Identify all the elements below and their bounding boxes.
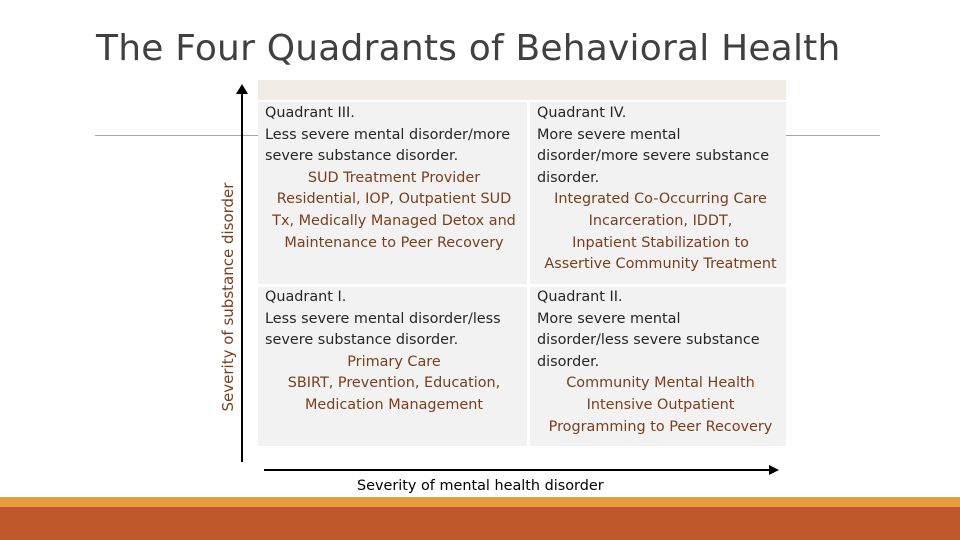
quadrant-3-detail-line: Maintenance to Peer Recovery [284,234,504,251]
quadrant-3-desc-line: Less severe mental disorder/more [265,126,511,143]
quadrant-4-desc-line: More severe mental [537,126,681,143]
quadrant-4-detail-line: Incarceration, IDDT, [588,212,733,229]
x-axis-label: Severity of mental health disorder [357,478,604,494]
quadrant-3-detail-line: Tx, Medically Managed Detox and [272,212,516,229]
quadrant-1-desc-line: severe substance disorder. [265,332,459,349]
quadrant-grid [258,80,786,446]
quadrant-3-desc-line: severe substance disorder. [265,148,459,165]
quadrant-4-desc-line: disorder/more severe substance [537,148,770,165]
footer-band [0,507,960,540]
quadrant-2-desc-line: More severe mental [537,310,681,327]
quadrant-1 [265,287,523,417]
quadrant-3-heading: Quadrant III. [265,105,355,121]
grid-top-band [258,80,786,102]
quadrant-1-detail-line: Medication Management [304,396,484,413]
quadrant-1-desc-line: Less severe mental disorder/less [265,310,501,327]
quadrant-2-detail-line: Programming to Peer Recovery [548,418,773,435]
y-axis-line [241,92,243,462]
quadrant-4-desc-line: disorder. [537,169,600,186]
quadrant-2-desc-line: disorder. [537,353,600,370]
quadrant-2-detail-line: Community Mental Health [566,375,755,392]
quadrant-3-detail-line: Residential, IOP, Outpatient SUD [276,191,512,208]
quadrant-2-heading: Quadrant II. [537,289,623,305]
slide-title: The Four Quadrants of Behavioral Health [96,28,841,69]
quadrant-1-detail-line: SBIRT, Prevention, Education, [287,375,501,392]
quadrant-2-detail-line: Intensive Outpatient [586,396,735,413]
grid-vertical-separator [527,102,530,446]
quadrant-4-heading: Quadrant IV. [537,105,627,121]
y-axis-label: Severity of substance disorder [219,182,237,412]
footer-accent-band [0,497,960,507]
quadrant-4-detail-line: Inpatient Stabilization to [572,234,749,251]
quadrant-2 [537,287,784,438]
quadrant-4-detail-line: Integrated Co-Occurring Care [554,191,767,208]
x-axis-arrowhead [769,465,779,475]
quadrant-4-detail-line: Assertive Community Treatment [544,256,777,273]
quadrant-3 [265,103,523,254]
quadrant-1-detail-line: Primary Care [347,353,441,370]
x-axis-line [264,469,770,471]
quadrant-1-heading: Quadrant I. [265,289,347,305]
quadrant-2-desc-line: disorder/less severe substance [537,332,760,349]
quadrant-3-detail-line: SUD Treatment Provider [307,169,481,186]
quadrant-4 [537,103,784,276]
y-axis-arrowhead [236,84,248,94]
